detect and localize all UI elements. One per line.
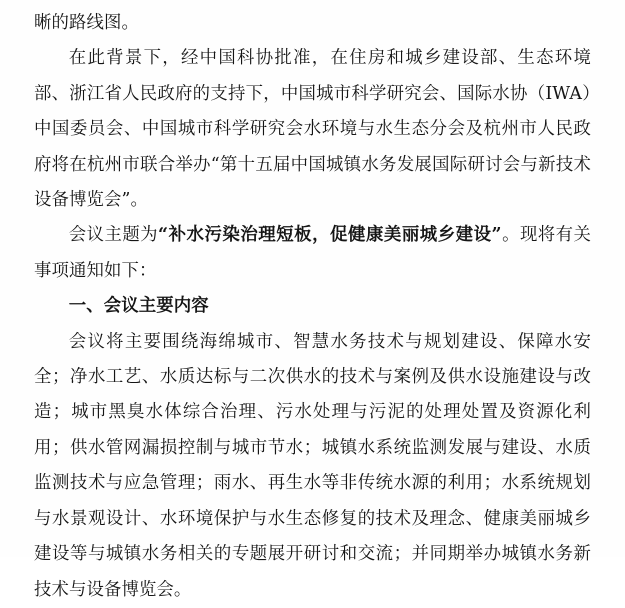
text-run: 在此背景下，经中国科协批准，在住房和城乡建设部、生态环境部、浙江省人民政府的支持下，中国城市科学研究会、国际水协（IWA）中国委员会、中国城市科学研究会水环境与水生态分会及杭州市人民政府将在杭州市联合举办 — [34, 48, 591, 175]
paragraph-theme — [34, 218, 591, 289]
conference-name: “第十五届中国城镇水务发展国际研讨会与新技术设备博览会” — [34, 154, 591, 211]
text-run: 。 — [130, 190, 148, 211]
section-heading-text: 一、会议主要内容 — [68, 296, 209, 317]
text-run: 晰的路线图。 — [34, 13, 139, 33]
heading-section-one — [34, 289, 591, 324]
paragraph-main-content — [34, 325, 591, 608]
paragraph-continuation-roadmap — [34, 6, 591, 41]
paragraph-background — [34, 41, 591, 218]
conference-theme: “补水污染治理短板，促健康美丽城乡建设” — [158, 225, 502, 246]
text-run: 。现将有关事项通知如下： — [34, 225, 591, 281]
text-run: 会议将主要围绕海绵城市、智慧水务技术与规划建设、保障水安全；净水工艺、水质达标与二次供水的技术与案例及供水设施建设与改造；城市黑臭水体综合治理、污水处理与污泥的处理处置及资源化利用；供水管网漏损控制与城市节水；城镇水系统监测发展与建设、水质监测技术与应急管理；雨水、再生水等非传统水源的利用；水系统规划与水景观设计、水环境保护与水生态修复的技术及理念、健康美丽城乡建设等与城镇水务相关的专题展开研讨和交流；并同期举办城镇水务新技术与设备博览会。 — [34, 331, 591, 600]
text-run: 会议主题为 — [68, 225, 159, 246]
